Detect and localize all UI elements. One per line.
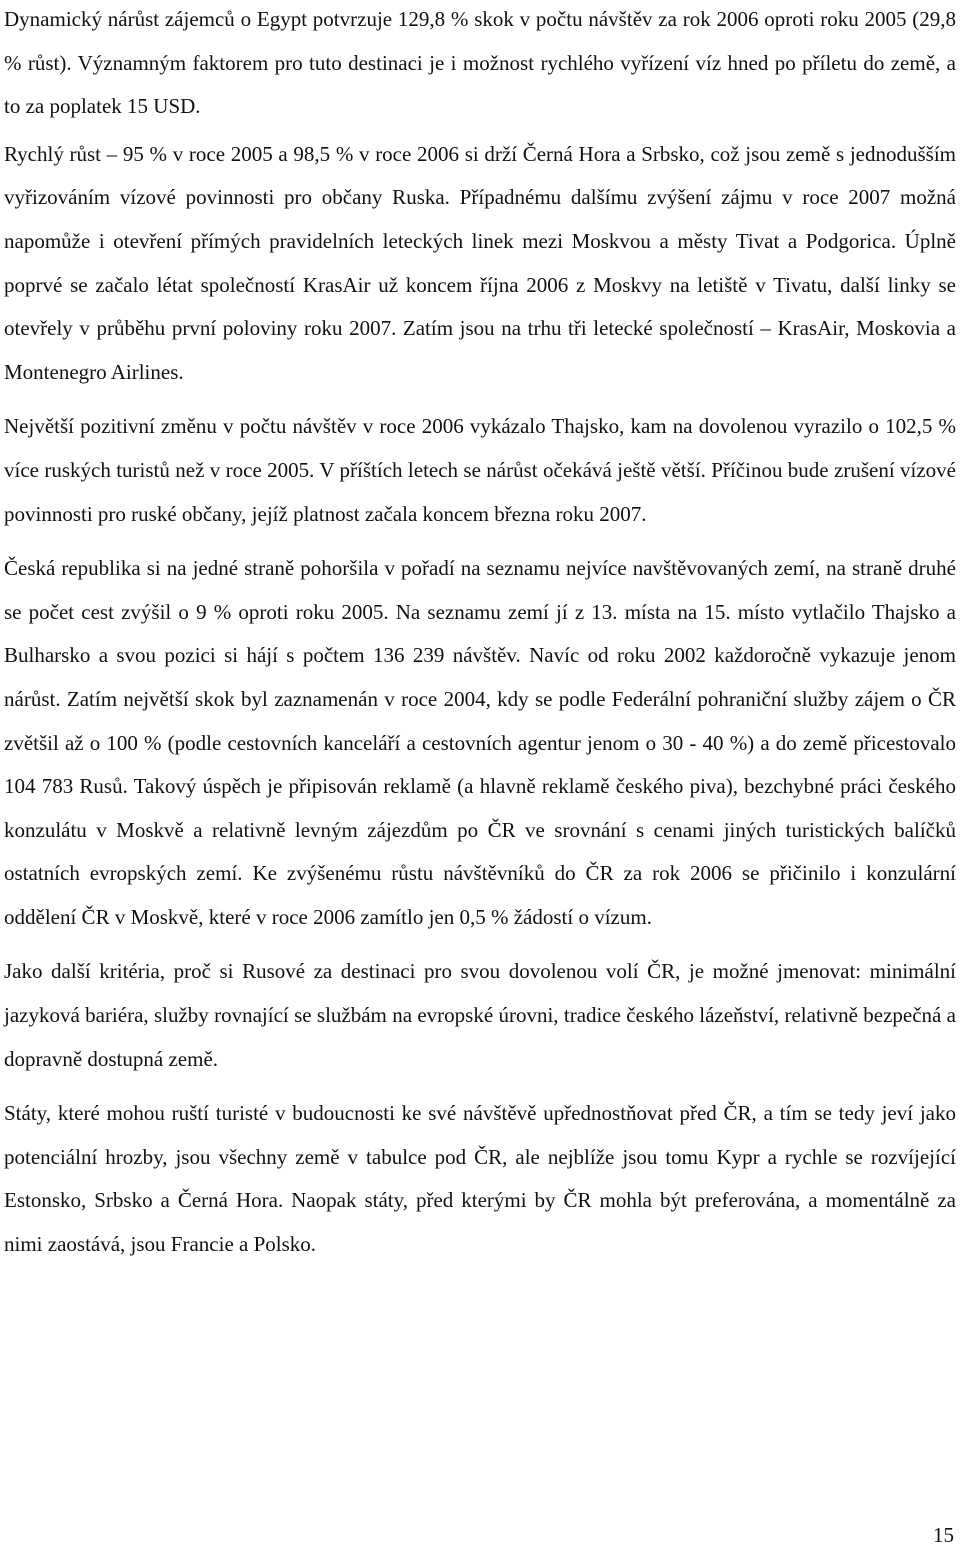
- page-number: 15: [933, 1523, 954, 1547]
- document-page: [4, 0, 956, 1267]
- paragraph-czech-republic: Česká republika si na jedné straně pohoršila v pořadí na seznamu nejvíce navštěvovaných zemí, na straně druhé se počet cest zvýšil o 9 % oproti roku 2005. Na seznamu zemí jí z 13. místa na 15. místo vytlačilo Thajsko a Bulharsko a svou pozici si hájí s počtem 136 239 návštěv. Navíc od roku 2002 každoročně vykazuje jenom nárůst. Zatím největší skok byl zaznamenán v roce 2004, kdy se podle Federální pohraniční služby zájem o ČR zvětšil až o 100 % (podle cestovních kanceláří a cestovních agentur jenom o 30 - 40 %) a do země přicestovalo 104 783 Rusů. Takový úspěch je připisován reklamě (a hlavně reklamě českého piva), bezchybné práci českého konzulátu v Moskvě a relativně levným zájezdům po ČR ve srovnání s cenami jiných turistických balíčků ostatních evropských zemí. Ke zvýšenému růstu návštěvníků do ČR za rok 2006 se přičinilo i konzulární oddělení ČR v Moskvě, které v roce 2006 zamítlo jen 0,5 % žádostí o vízum.: [4, 556, 956, 929]
- paragraph-thailand: Největší pozitivní změnu v počtu návštěv v roce 2006 vykázalo Thajsko, kam na dovolenou vyrazilo o 102,5 % více ruských turistů než v roce 2005. V příštích letech se nárůst očekává ještě větší. Příčinou bude zrušení vízové povinnosti pro ruské občany, jejíž platnost začala koncem března roku 2007.: [4, 414, 956, 526]
- paragraph-competitors: Státy, které mohou ruští turisté v budoucnosti ke své návštěvě upřednostňovat před ČR, a tím se tedy jeví jako potenciální hrozby, jsou všechny země v tabulce pod ČR, ale nejblíže jsou tomu Kypr a rychle se rozvíjející Estonsko, Srbsko a Černá Hora. Naopak státy, před kterými by ČR mohla být preferována, a momentálně za nimi zaostává, jsou Francie a Polsko.: [4, 1101, 956, 1257]
- paragraph-montenegro-serbia: Rychlý růst – 95 % v roce 2005 a 98,5 % v roce 2006 si drží Černá Hora a Srbsko, což jsou země s jednodušším vyřizováním vízové povinnosti pro občany Ruska. Případnému dalšímu zvýšení zájmu v roce 2007 možná napomůže i otevření přímých pravidelních leteckých linek mezi Moskvou a městy Tivat a Podgorica. Úplně poprvé se začalo létat společností KrasAir už koncem října 2006 z Moskvy na letiště v Tivatu, další linky se otevřely v průběhu první poloviny roku 2007. Zatím jsou na trhu tři letecké společností – KrasAir, Moskovia a Montenegro Airlines.: [4, 141, 956, 384]
- paragraph-criteria: Jako další kritéria, proč si Rusové za destinaci pro svou dovolenou volí ČR, je možné jmenovat: minimální jazyková bariéra, služby rovnající se službám na evropské úrovni, tradice českého lázeňství, relativně bezpečná a dopravně dostupná země.: [4, 959, 956, 1071]
- paragraph-egypt: Dynamický nárůst zájemců o Egypt potvrzuje 129,8 % skok v počtu návštěv za rok 2006 oproti roku 2005 (29,8 % růst). Významným faktorem pro tuto destinaci je i možnost rychlého vyřízení víz hned po příletu do země, a to za poplatek 15 USD.: [4, 7, 956, 119]
